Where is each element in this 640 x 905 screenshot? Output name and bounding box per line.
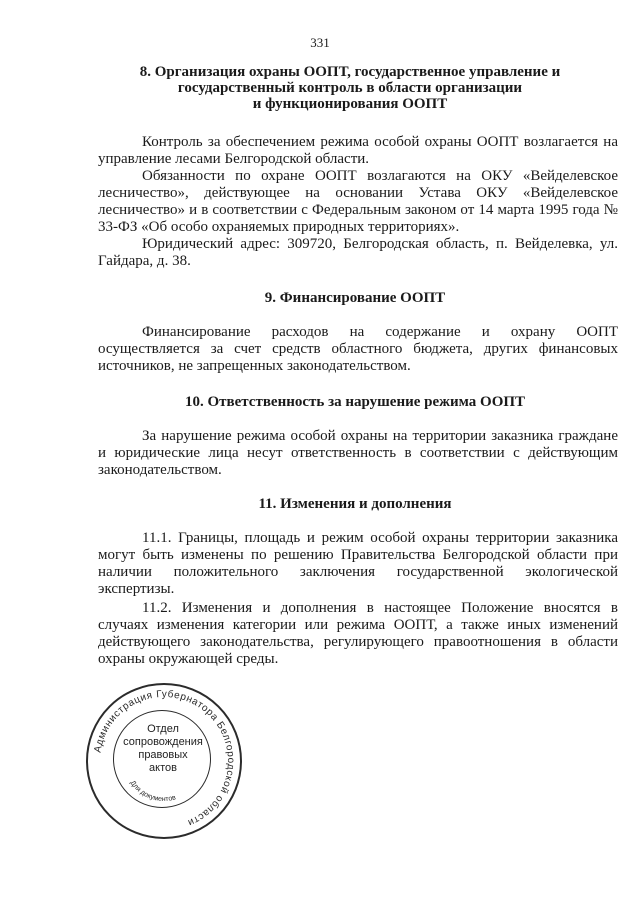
stamp-center-line2: сопровождения — [123, 736, 203, 748]
page-number: 331 — [310, 35, 330, 50]
section-8-paragraph-2: Обязанности по охране ООПТ возлагаются на ОКУ «Вейделевское лесничество», действующее на основании Устава ОКУ «Вейделевское лесничество» и в соответствии с Федеральным законом от 14 марта 1995 года № 33-ФЗ «Об особо охраняемых природных территориях». — [98, 168, 618, 235]
section-8-heading-line2: государственный контроль в области организации — [177, 80, 523, 96]
section-10-paragraph-1: За нарушение режима особой охраны на территории заказника граждане и юридические лица несут ответственность в соответствии с действующим законодательством. — [98, 428, 618, 478]
section-9-paragraph-1: Финансирование расходов на содержание и охрану ООПТ осуществляется за счет средств областного бюджета, других финансовых источников, не запрещенных законодательством. — [98, 324, 618, 374]
stamp-inner-label: Для документов — [128, 779, 177, 804]
stamp-center-line4: актов — [149, 762, 177, 774]
section-8-heading-line1: 8. Организация охраны ООПТ, государственное управление и — [139, 64, 561, 80]
stamp-center-line3: правовых — [138, 749, 188, 761]
section-9-heading: 9. Финансирование ООПТ — [264, 290, 446, 306]
official-stamp — [86, 683, 244, 841]
stamp-ring-label: Администрация Губернатора Белгородской области — [92, 688, 237, 829]
section-8-heading-line3: и функционирования ООПТ — [252, 96, 448, 112]
section-11-heading: 11. Изменения и дополнения — [258, 496, 452, 512]
section-10-heading: 10. Ответственность за нарушение режима ООПТ — [184, 394, 526, 410]
section-11-paragraph-2: 11.2. Изменения и дополнения в настоящее Положение вносятся в случаях изменения категории или режима ООПТ, а также иных изменений действующего законодательства, регулирующего правоотношения в области охраны окружающей среды. — [98, 600, 618, 667]
stamp-center-line1: Отдел — [147, 723, 179, 735]
section-11-paragraph-1: 11.1. Границы, площадь и режим особой охраны территории заказника могут быть изменены по решению Правительства Белгородской области при наличии положительного заключения государственной экологической экспертизы. — [98, 530, 618, 597]
svg-text:Для документов — [129, 780, 177, 803]
stamp-center-text — [113, 723, 213, 775]
section-8-paragraph-1: Контроль за обеспечением режима особой охраны ООПТ возлагается на управление лесами Белгородской области. — [98, 134, 618, 167]
section-8-paragraph-3: Юридический адрес: 309720, Белгородская область, п. Вейделевка, ул. Гайдара, д. 38. — [98, 236, 618, 269]
